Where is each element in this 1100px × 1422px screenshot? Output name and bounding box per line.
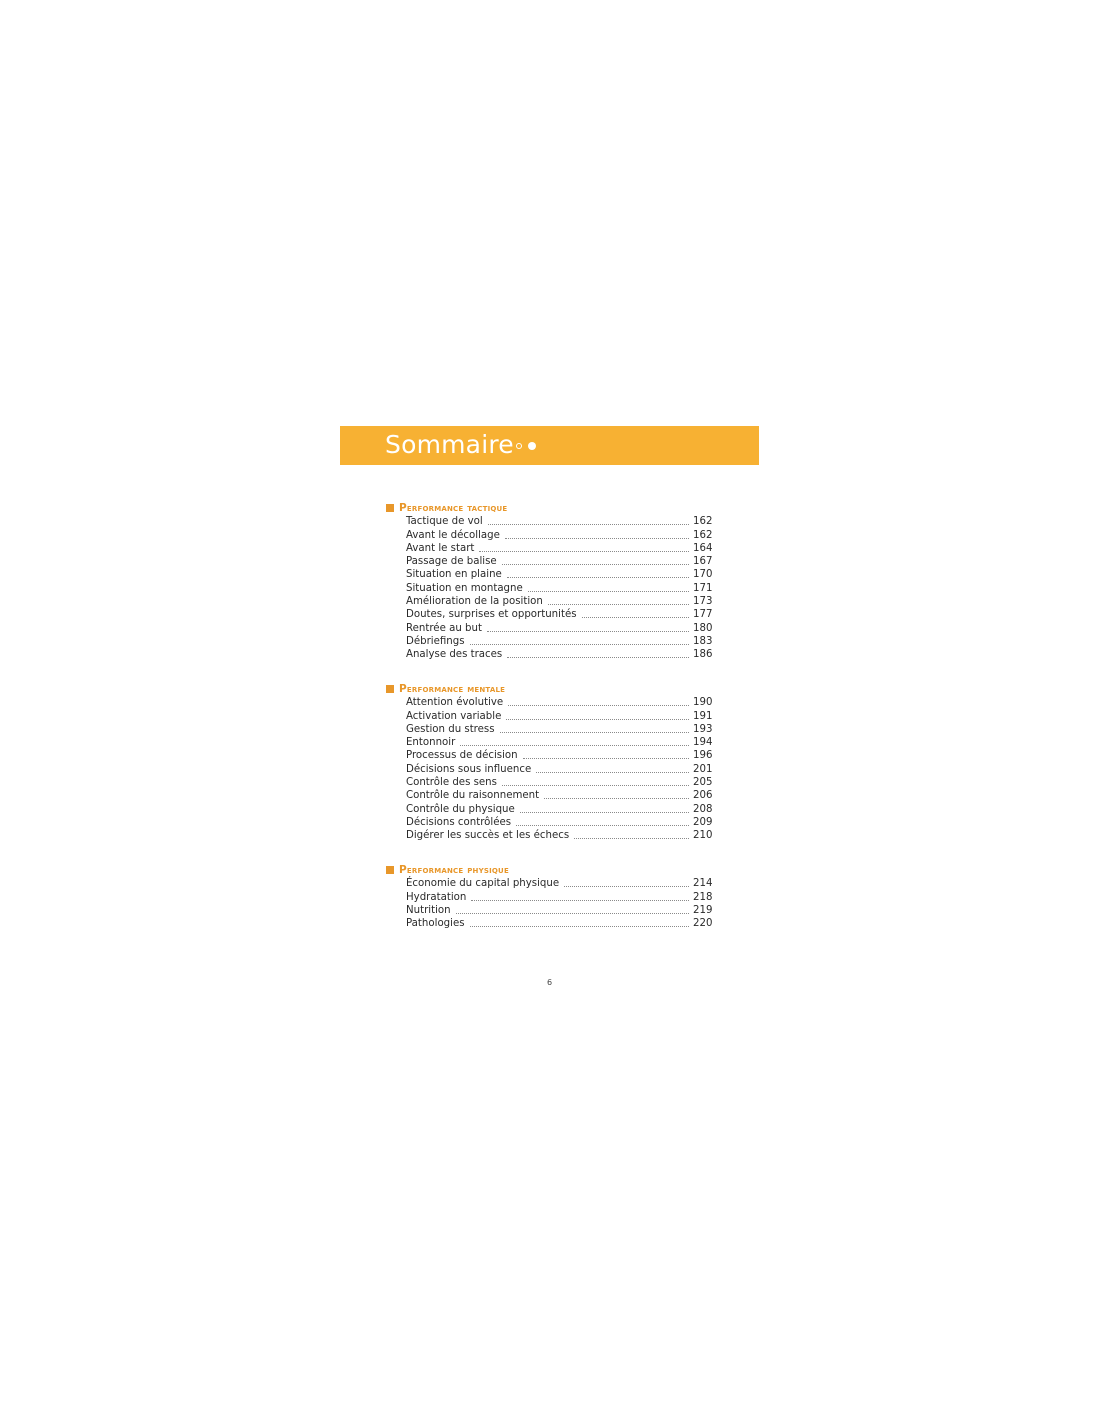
section-heading: [386, 863, 509, 877]
dot-leader: [548, 604, 689, 605]
entry-page-number: 208: [693, 803, 713, 815]
toc-entry[interactable]: [406, 528, 711, 541]
dot-leader: [507, 657, 689, 658]
toc-entry[interactable]: [406, 581, 711, 594]
entry-label: Avant le décollage: [406, 529, 500, 541]
entry-label: Hydratation: [406, 891, 467, 903]
toc-entry[interactable]: [406, 904, 711, 917]
entry-label: Passage de balise: [406, 556, 497, 568]
entry-page-number: 167: [693, 556, 713, 568]
square-bullet-icon: [386, 866, 394, 874]
entry-label: Entonnoir: [406, 737, 456, 749]
entry-page-number: 191: [693, 710, 713, 722]
entry-label: Nutrition: [406, 904, 451, 916]
dot-leader: [564, 886, 689, 887]
entry-label: Économie du capital physique: [406, 878, 560, 890]
dot-leader: [500, 732, 689, 733]
entry-label: Décisions contrôlées: [406, 816, 512, 828]
entry-page-number: 219: [693, 904, 713, 916]
entry-page-number: 190: [693, 697, 713, 709]
toc-entry[interactable]: [406, 621, 711, 634]
dot-leader: [528, 591, 689, 592]
dot-leader: [487, 631, 689, 632]
toc-entry[interactable]: [406, 890, 711, 903]
entry-label: Contrôle du physique: [406, 803, 515, 815]
entry-page-number: 170: [693, 569, 713, 581]
entry-page-number: 162: [693, 516, 713, 528]
entry-page-number: 183: [693, 635, 713, 647]
entry-list: [406, 696, 711, 842]
entry-label: Décisions sous influence: [406, 763, 532, 775]
toc-entry[interactable]: [406, 696, 711, 709]
entry-page-number: 206: [693, 790, 713, 802]
toc-entry[interactable]: [406, 568, 711, 581]
dot-leader: [506, 719, 689, 720]
entry-page-number: 173: [693, 596, 713, 608]
toc-entry[interactable]: [406, 762, 711, 775]
entry-label: Avant le start: [406, 542, 475, 554]
entry-label: Processus de décision: [406, 750, 518, 762]
dot-leader: [523, 758, 689, 759]
toc-entry[interactable]: [406, 515, 711, 528]
dot-leader: [574, 838, 689, 839]
entry-page-number: 162: [693, 529, 713, 541]
entry-page-number: 180: [693, 622, 713, 634]
square-bullet-icon: [386, 504, 394, 512]
toc-entry[interactable]: [406, 877, 711, 890]
entry-page-number: 209: [693, 816, 713, 828]
dot-leader: [536, 772, 689, 773]
dot-leader: [470, 926, 689, 927]
dot-leader: [582, 617, 689, 618]
toc-entry[interactable]: [406, 802, 711, 815]
dot-leader: [505, 538, 689, 539]
toc-entry[interactable]: [406, 635, 711, 648]
toc-entry[interactable]: [406, 648, 711, 661]
toc-entry[interactable]: [406, 736, 711, 749]
toc-entry[interactable]: [406, 917, 711, 930]
entry-label: Situation en montagne: [406, 582, 523, 594]
section-title: Performance tactique: [399, 502, 508, 514]
dot-leader: [488, 524, 689, 525]
entry-label: Contrôle des sens: [406, 777, 497, 789]
entry-page-number: 218: [693, 891, 713, 903]
filled-dot-icon: [528, 442, 536, 450]
entry-label: Amélioration de la position: [406, 596, 543, 608]
dot-leader: [507, 577, 689, 578]
toc-entry[interactable]: [406, 542, 711, 555]
square-bullet-icon: [386, 685, 394, 693]
entry-label: Doutes, surprises et opportunités: [406, 609, 577, 621]
document-page: [340, 426, 759, 1006]
dot-leader: [502, 785, 689, 786]
section-title: Performance mentale: [399, 683, 506, 695]
outline-dot-icon: [516, 443, 522, 449]
dot-leader: [502, 564, 689, 565]
toc-entry[interactable]: [406, 555, 711, 568]
entry-label: Débriefings: [406, 635, 465, 647]
entry-label: Analyse des traces: [406, 649, 503, 661]
dot-leader: [460, 745, 689, 746]
page-number: 6: [546, 978, 553, 987]
entry-label: Pathologies: [406, 918, 465, 930]
section-title: Performance physique: [399, 864, 509, 876]
dot-leader: [479, 551, 689, 552]
entry-page-number: 186: [693, 649, 713, 661]
toc-entry[interactable]: [406, 608, 711, 621]
section-heading: [386, 682, 505, 696]
entry-page-number: 214: [693, 878, 713, 890]
dot-leader: [520, 812, 689, 813]
dot-leader: [516, 825, 689, 826]
toc-entry[interactable]: [406, 829, 711, 842]
header-band: [340, 426, 759, 465]
dot-leader: [544, 798, 689, 799]
entry-page-number: 193: [693, 723, 713, 735]
entry-page-number: 196: [693, 750, 713, 762]
entry-label: Digérer les succès et les échecs: [406, 830, 570, 842]
entry-label: Attention évolutive: [406, 697, 504, 709]
entry-page-number: 194: [693, 737, 713, 749]
dot-leader: [456, 913, 689, 914]
dot-leader: [470, 644, 689, 645]
toc-entry[interactable]: [406, 776, 711, 789]
page-title: Sommaire: [385, 430, 514, 459]
entry-page-number: 171: [693, 582, 713, 594]
toc-entry[interactable]: [406, 709, 711, 722]
entry-page-number: 205: [693, 777, 713, 789]
entry-label: Tactique de vol: [406, 516, 483, 528]
toc-entry[interactable]: [406, 723, 711, 736]
dot-leader: [471, 900, 689, 901]
entry-label: Gestion du stress: [406, 723, 495, 735]
toc-entry[interactable]: [406, 816, 711, 829]
entry-page-number: 220: [693, 918, 713, 930]
section-heading: [386, 501, 507, 515]
entry-page-number: 177: [693, 609, 713, 621]
entry-label: Situation en plaine: [406, 569, 502, 581]
entry-label: Contrôle du raisonnement: [406, 790, 540, 802]
entry-page-number: 210: [693, 830, 713, 842]
entry-list: [406, 877, 711, 930]
dot-leader: [508, 705, 689, 706]
entry-label: Rentrée au but: [406, 622, 482, 634]
entry-list: [406, 515, 711, 661]
entry-page-number: 201: [693, 763, 713, 775]
entry-page-number: 164: [693, 542, 713, 554]
toc-entry[interactable]: [406, 595, 711, 608]
toc-entry[interactable]: [406, 789, 711, 802]
toc-entry[interactable]: [406, 749, 711, 762]
entry-label: Activation variable: [406, 710, 502, 722]
